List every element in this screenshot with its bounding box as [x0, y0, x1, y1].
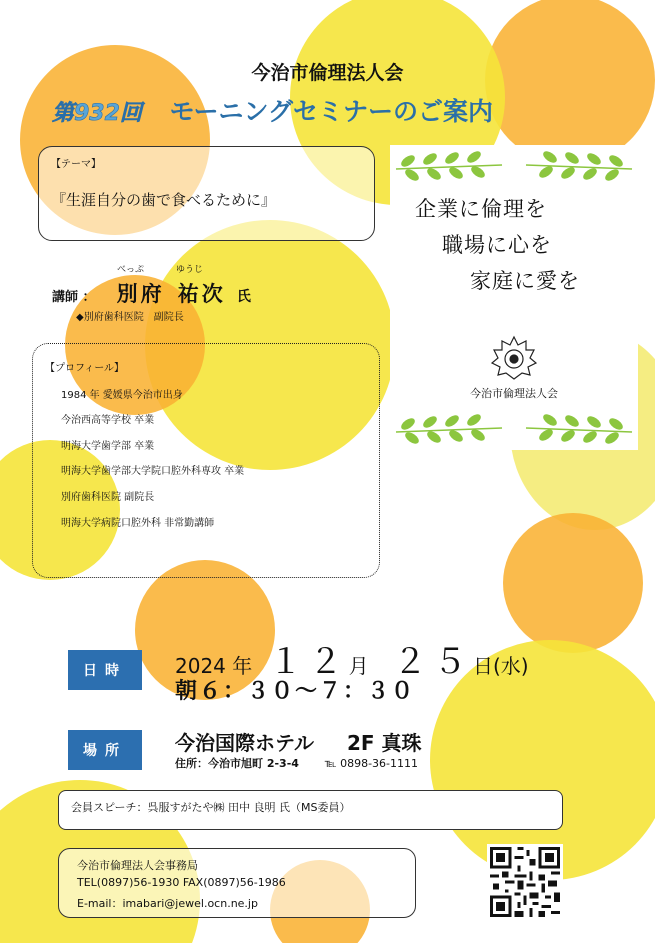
office-contact-box — [58, 848, 416, 918]
profile-item: 明海大学歯学部 卒業 — [61, 441, 155, 452]
office-email: E-mail：imabari@jewel.ocn.ne.jp — [77, 897, 258, 910]
organization-title: 今治市倫理法人会 — [251, 62, 404, 84]
venue-room: 2F 真珠 — [346, 731, 422, 755]
seminar-title: モーニングセミナーのご案内 — [169, 97, 494, 126]
leaf-garland-icon — [390, 410, 638, 450]
surname-ruby: べっぷ — [117, 265, 145, 275]
event-month: １２ — [268, 642, 349, 682]
lecturer-row — [52, 278, 251, 308]
office-name: 今治市倫理法人会事務局 — [77, 859, 198, 872]
association-name: 今治市倫理法人会 — [470, 387, 558, 400]
profile-item: 今治西高等学校 卒業 — [61, 415, 155, 426]
datetime-tag: 日時 — [68, 650, 142, 690]
profile-box — [32, 343, 380, 578]
lecturer-honorific: 氏 — [236, 289, 251, 305]
office-phone-fax: TEL(0897)56-1930 FAX(0897)56-1986 — [77, 876, 286, 889]
theme-box — [38, 146, 375, 241]
profile-item: 別府歯科医院 副院長 — [61, 492, 155, 503]
venue-tel: ℡ 0898-36-1111 — [324, 757, 419, 770]
motto-line-3: 家庭に愛を — [470, 269, 580, 293]
event-month-unit: 月 — [348, 654, 369, 678]
leaf-garland-icon — [390, 147, 638, 187]
profile-label: 【プロフィール】 — [45, 363, 124, 374]
place-tag: 場所 — [68, 730, 142, 770]
theme-label: 【テーマ】 — [51, 159, 101, 170]
profile-item: 明海大学病院口腔外科 非常勤講師 — [61, 518, 215, 529]
event-day: ２５ — [392, 642, 473, 682]
member-speech-box — [58, 790, 563, 830]
seminar-heading — [52, 92, 493, 128]
event-weekday: (水) — [492, 654, 529, 678]
bg-circle — [503, 513, 643, 653]
venue-address-row — [175, 755, 418, 771]
lecturer-label: 講師 ： — [52, 290, 96, 305]
association-emblem-icon — [488, 333, 540, 381]
theme-text: 『生涯自分の歯で食べるために』 — [51, 191, 277, 209]
lecturer-surname: 別府 — [116, 282, 165, 306]
motto-line-1: 企業に倫理を — [415, 197, 547, 221]
venue-address: 住所：今治市旭町 2-3-4 — [175, 757, 299, 770]
profile-item: 明海大学歯学部大学院口腔外科専攻 卒業 — [61, 466, 245, 477]
member-speech-text: 会員スピーチ：呉服すがたや㈱ 田中 良明 氏（MS委員） — [71, 801, 351, 814]
lecturer-given-name: 祐次 — [177, 282, 226, 306]
lecturer-affiliation: ◆別府歯科医院 副院長 — [76, 312, 184, 323]
venue — [175, 727, 422, 756]
event-time: 朝６：３０〜７：３０ — [175, 679, 416, 704]
qr-code-icon[interactable] — [487, 844, 563, 920]
motto-line-2: 職場に心を — [442, 233, 552, 257]
motto-panel — [390, 145, 638, 450]
seminar-number: 第932回 — [52, 101, 142, 126]
venue-name: 今治国際ホテル — [175, 731, 314, 755]
event-year: 2024 年 — [175, 654, 253, 678]
given-name-ruby: ゆうじ — [176, 265, 204, 275]
profile-item: 1984 年 愛媛県今治市出身 — [61, 390, 183, 401]
event-day-unit: 日 — [472, 654, 493, 678]
